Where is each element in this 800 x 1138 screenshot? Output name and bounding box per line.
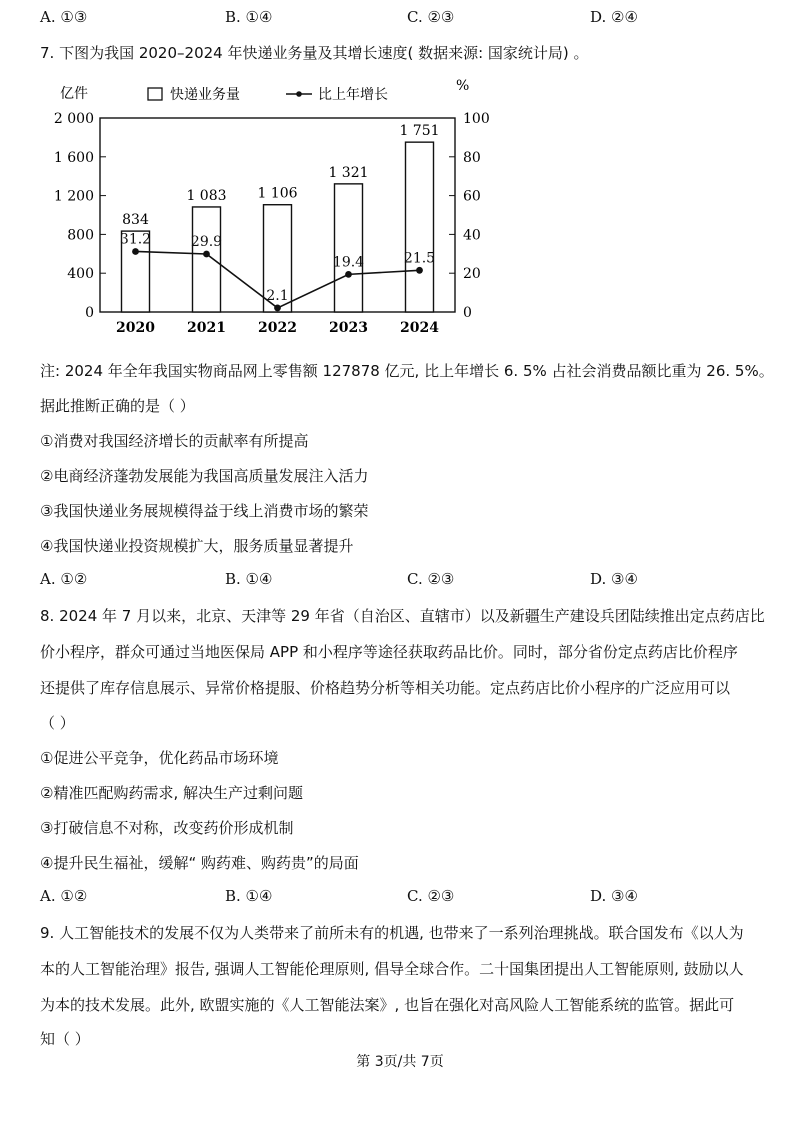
bar-value-label: 1 751 [399, 123, 440, 140]
bar-value-label: 834 [122, 212, 149, 229]
q7-options-row [40, 570, 780, 592]
y-left-tick-label: 0 [85, 305, 94, 321]
q7-item-2: ②电商经济蓬勃发展能为我国高质量发展注入活力 [40, 467, 369, 485]
growth-value-label: 21.5 [403, 250, 436, 267]
y-right-tick-label: 60 [463, 188, 481, 205]
q9-line-2: 本的人工智能治理》报告, 强调人工智能伦理原则, 倡导全球合作。二十国集团提出人工智能原则, 鼓励以人 [40, 960, 744, 978]
q7-option-c: C. ②③ [407, 570, 455, 588]
x-tick-label: 2020 [116, 320, 155, 336]
y-left-tick-label: 2 000 [53, 111, 94, 127]
prev-option-b: B. ①④ [225, 8, 273, 26]
growth-value-label: 29.9 [190, 233, 223, 250]
q8-line-3: 还提供了库存信息展示、异常价格提服、价格趋势分析等相关功能。定点药店比价小程序的广泛应用可以 [40, 679, 731, 697]
q8-options-row [40, 887, 780, 909]
y-right-unit: % [456, 78, 470, 94]
bar-value-label: 1 321 [328, 164, 369, 181]
q7-item-4: ④我国快递业投资规模扩大，服务质量显著提升 [40, 537, 354, 555]
q7-option-d: D. ③④ [590, 570, 638, 588]
q8-item-2: ②精准匹配购药需求, 解决生产过剩问题 [40, 784, 303, 802]
q8-item-3: ③打破信息不对称，改变药价形成机制 [40, 819, 294, 837]
prev-option-d: D. ②④ [590, 8, 638, 26]
q8-option-c: C. ②③ [407, 887, 455, 905]
y-left-tick-label: 800 [67, 227, 94, 244]
q7-option-a: A. ①② [40, 570, 88, 588]
y-right-tick-label: 0 [463, 305, 472, 321]
x-tick-label: 2024 [400, 320, 439, 336]
growth-value-label: 19.4 [332, 254, 365, 271]
bar [332, 184, 365, 312]
bar-value-label: 1 106 [257, 185, 298, 202]
growth-point [274, 305, 281, 312]
growth-value-label: 2.1 [266, 287, 289, 304]
q8-option-d: D. ③④ [590, 887, 638, 905]
q8-item-4: ④提升民生福祉，缓解“ 购药难、购药贵”的局面 [40, 854, 359, 872]
express-chart [40, 76, 490, 346]
q7-note: 注: 2024 年全年我国实物商品网上零售额 127878 亿元, 比上年增长 6. 5% 占社会消费品额比重为 26. 5%。 [40, 362, 774, 380]
y-right-tick-label: 80 [463, 149, 481, 166]
legend-bar-label: 快递业务量 [170, 87, 240, 103]
q7-option-b: B. ①④ [225, 570, 273, 588]
x-tick-label: 2023 [329, 320, 368, 336]
q9-line-3: 为本的技术发展。此外, 欧盟实施的《人工智能法案》, 也旨在强化对高风险人工智能系统的监管。据此可 [40, 996, 735, 1014]
y-left-unit: 亿件 [60, 86, 88, 102]
legend-line-marker [296, 91, 302, 97]
q8-option-b: B. ①④ [225, 887, 273, 905]
x-tick-label: 2021 [187, 320, 226, 336]
y-left-tick-label: 400 [67, 266, 94, 283]
q7-item-1: ①消费对我国经济增长的贡献率有所提高 [40, 432, 309, 450]
prev-options-row [40, 8, 780, 30]
bar [190, 207, 223, 312]
q9-line-1: 9. 人工智能技术的发展不仅为人类带来了前所未有的机遇, 也带来了一系列治理挑战。联合国发布《以人为 [40, 924, 744, 942]
prev-option-c: C. ②③ [407, 8, 455, 26]
legend-line-label: 比上年增长 [318, 87, 388, 103]
q7-stem: 7. 下图为我国 2020–2024 年快递业务量及其增长速度( 数据来源: 国家统计局) 。 [40, 44, 589, 62]
q7-ask: 据此推断正确的是（ ） [40, 397, 195, 415]
bar [403, 142, 436, 312]
y-left-tick-label: 1 200 [53, 188, 94, 205]
y-right-tick-label: 100 [463, 111, 490, 127]
growth-point [132, 248, 139, 255]
q8-item-1: ①促进公平竞争，优化药品市场环境 [40, 749, 279, 767]
growth-point [345, 271, 352, 278]
growth-value-label: 31.2 [119, 231, 152, 248]
y-right-tick-label: 20 [463, 266, 481, 283]
legend-bar-swatch [148, 88, 162, 100]
q9-line-4: 知（ ） [40, 1030, 90, 1048]
x-tick-label: 2022 [258, 320, 297, 336]
growth-point [203, 251, 210, 258]
q8-line-1: 8. 2024 年 7 月以来，北京、天津等 29 年省（自治区、直辖市）以及新疆生产建设兵团陆续推出定点药店比 [40, 607, 765, 625]
growth-point [416, 267, 423, 274]
q8-line-2: 价小程序，群众可通过当地医保局 APP 和小程序等途径获取药品比价。同时，部分省份定点药店比价程序 [40, 643, 738, 661]
q8-option-a: A. ①② [40, 887, 88, 905]
prev-option-a: A. ①③ [40, 8, 88, 26]
page-footer: 第 3页/共 7页 [356, 1054, 444, 1070]
q8-blank: （ ） [40, 714, 75, 732]
q7-item-3: ③我国快递业务展规模得益于线上消费市场的繁荣 [40, 502, 369, 520]
y-right-tick-label: 40 [463, 227, 481, 244]
bar-value-label: 1 083 [186, 187, 227, 204]
y-left-tick-label: 1 600 [53, 149, 94, 166]
